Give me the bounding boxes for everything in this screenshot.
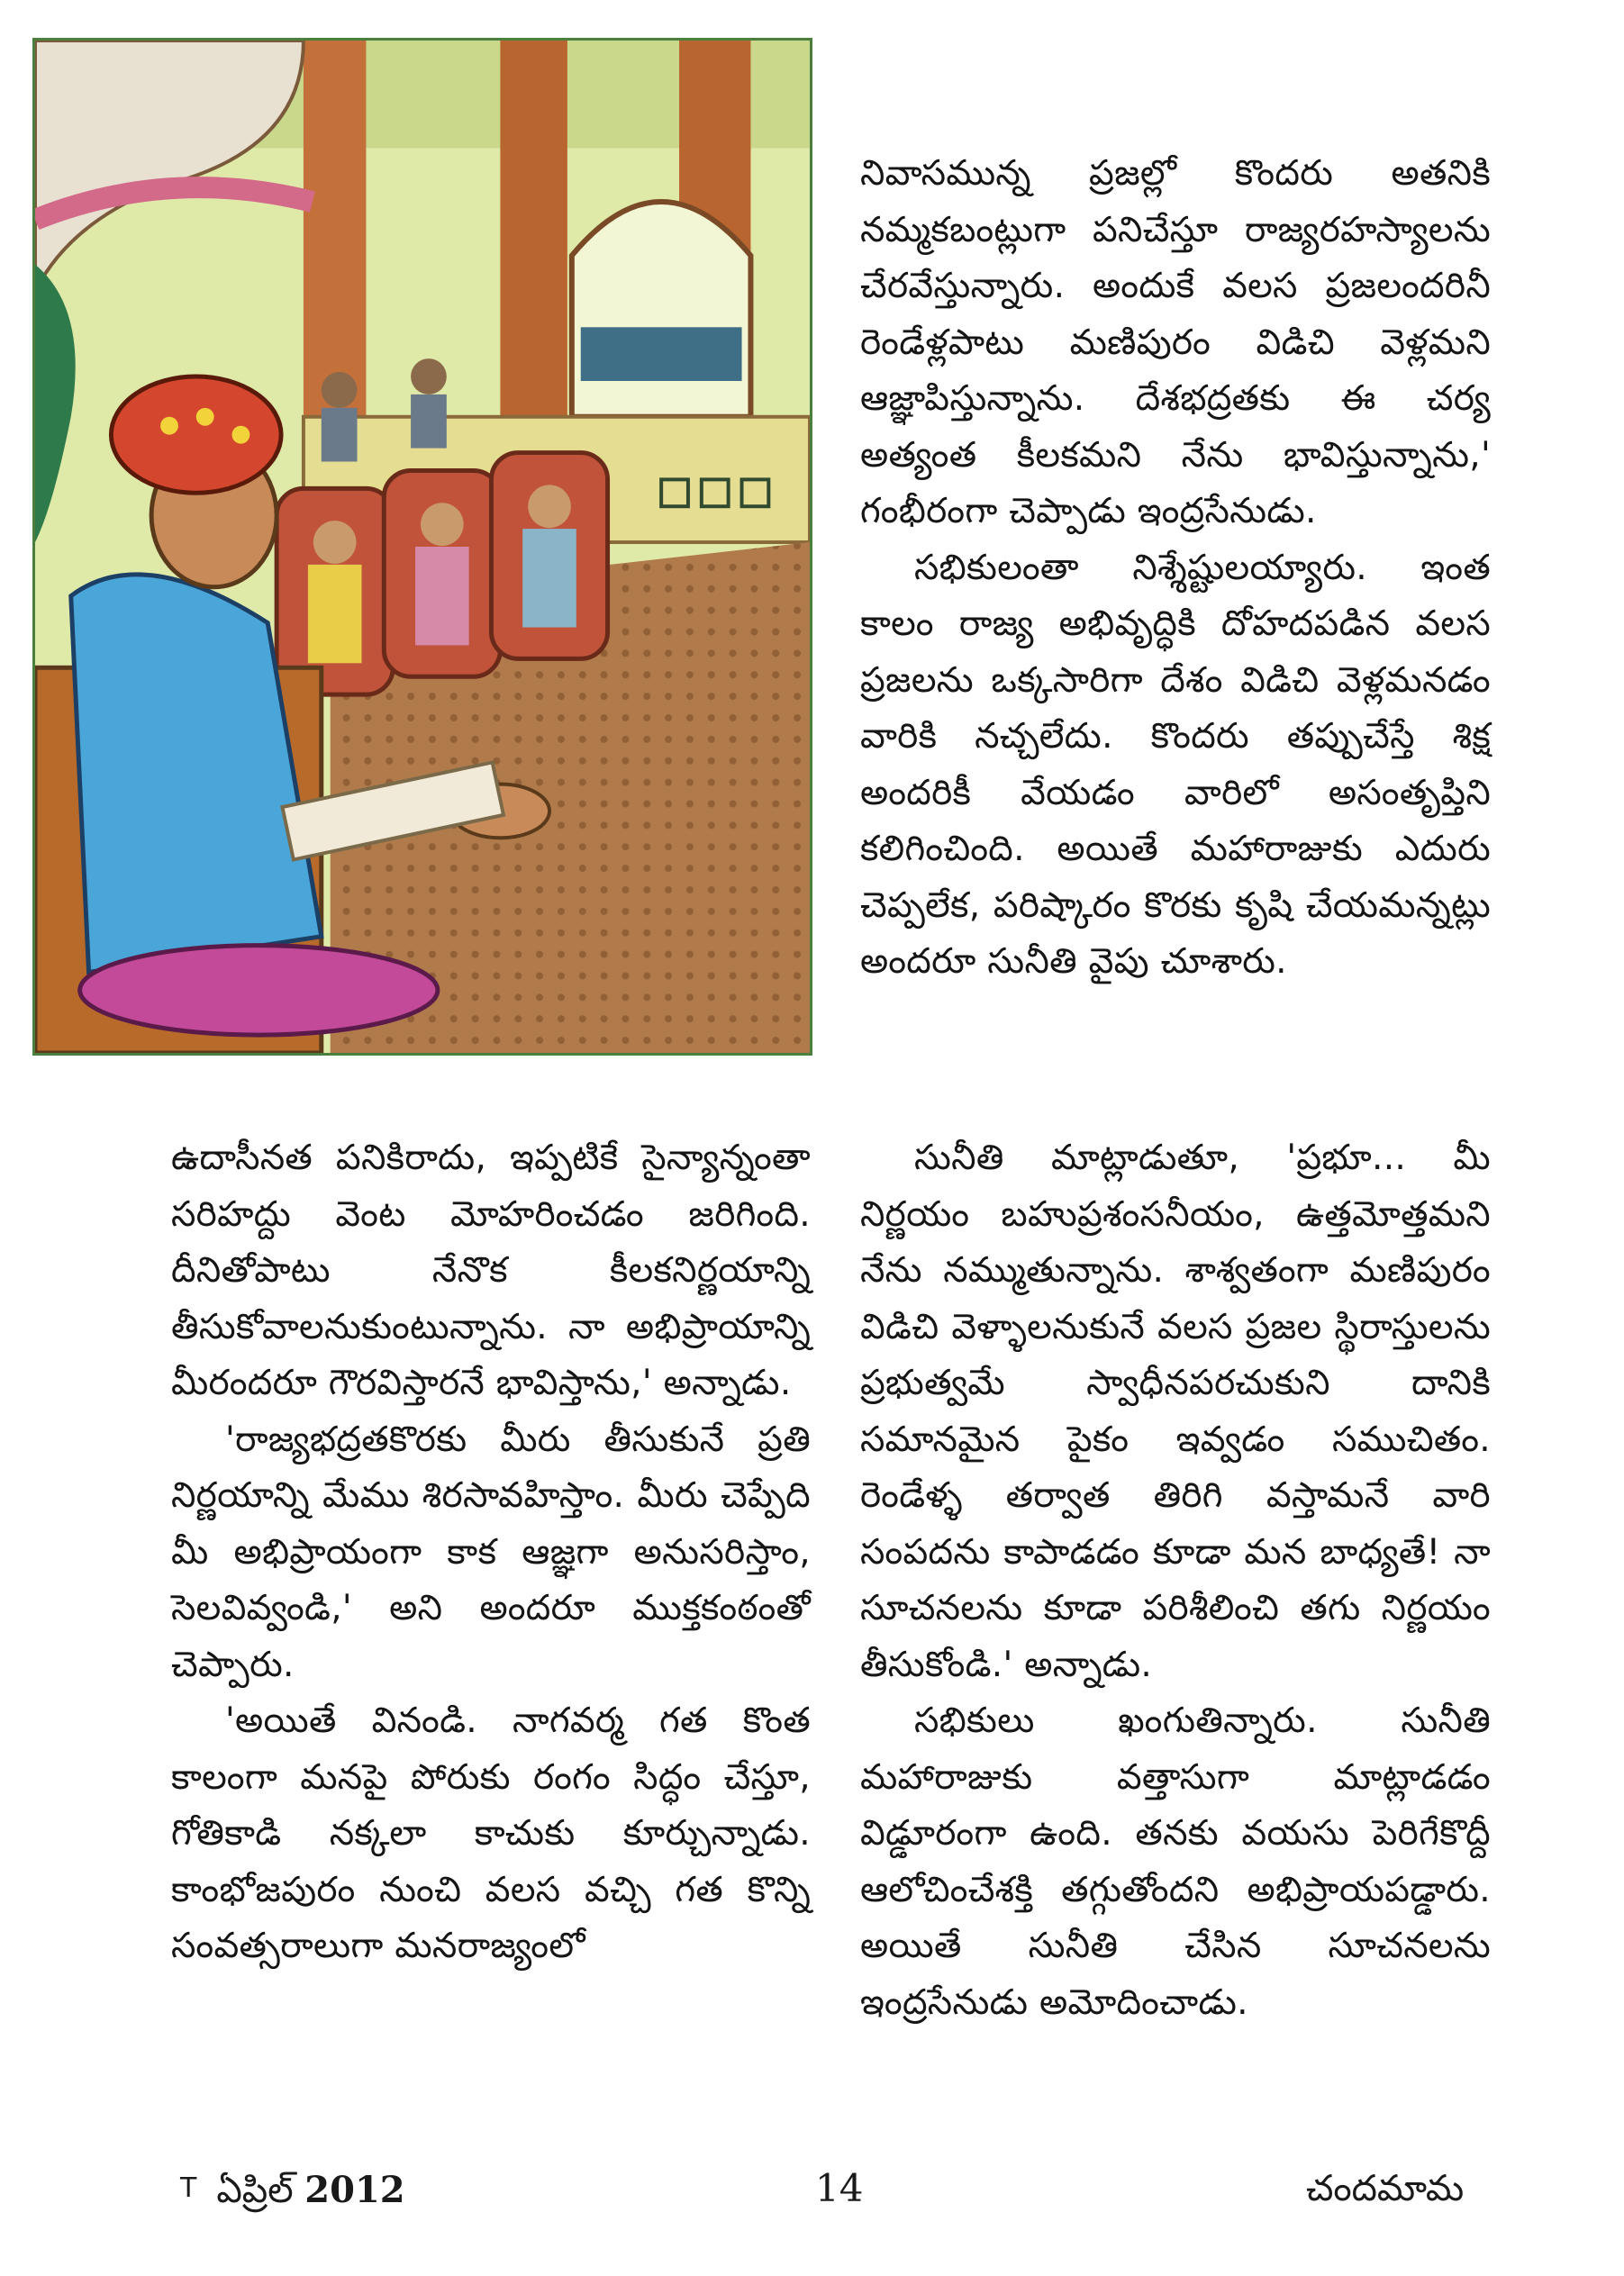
royal-court-illustration xyxy=(32,38,812,1056)
page-number: 14 xyxy=(815,2166,864,2210)
paragraph: ఉదాసీనత పనికిరాదు, ఇప్పటికే సైన్యాన్నంతా సరిహద్దు వెంట మోహరించడం జరిగింది. దీనితోపాటు నేనొక కీలకనిర్ణయాన్ని తీసుకోవాలనుకుంటున్నాను. నా అభిప్రాయాన్ని మీరందరూ గౌరవిస్తారనే భావిస్తాను,' అన్నాడు. xyxy=(171,1138,811,1403)
paragraph: 'అయితే వినండి. నాగవర్మ గత కొంత కాలంగా మనపై పోరుకు రంగం సిద్ధం చేస్తూ, గోతికాడి నక్కలా కాచుకు కూర్చున్నాడు. కాంభోజపురం నుంచి వలస వచ్చి గత కొన్ని సంవత్సరాలుగా మనరాజ్యంలో xyxy=(171,1700,811,1966)
paragraph: నివాసమున్న ప్రజల్లో కొందరు అతనికి నమ్మకబంట్లుగా పనిచేస్తూ రాజ్యరహస్యాలను చేరవేస్తున్నారు. అందుకే వలస ప్రజలందరినీ రెండేళ్లపాటు మణిపురం విడిచి వెళ్లమని ఆజ్ఞాపిస్తున్నాను. దేశభద్రతకు ఈ చర్య అత్యంత కీలకమని నేను భావిస్తున్నాను,' గంభీరంగా చెప్పాడు ఇంద్రసేనుడు. xyxy=(860,153,1491,531)
text-column-right-bottom xyxy=(860,1130,1491,2031)
paragraph: సభికులు ఖంగుతిన్నారు. సునీతి మహారాజుకు వత్తాసుగా మాట్లాడడం విడ్డూరంగా ఉంది. తనకు వయసు పెరిగేకొద్దీ ఆలోచించేశక్తి తగ్గుతోందని అభిప్రాయపడ్డారు. అయితే సునీతి చేసిన సూచనలను ఇంద్రసేనుడు అమోదించాడు. xyxy=(860,1700,1491,2023)
pillar-right xyxy=(500,41,567,426)
footer-month: ఏప్రిల్ xyxy=(216,2170,294,2211)
paragraph: సునీతి మాట్లాడుతూ, 'ప్రభూ... మీ నిర్ణయం బహుప్రశంసనీయం, ఉత్తమోత్తమని నేను నమ్ముతున్నాను. శాశ్వతంగా మణిపురం విడిచి వెళ్ళాలనుకునే వలస ప్రజల స్థిరాస్తులను ప్రభుత్వమే స్వాధీనపరచుకుని దానికి సమానమైన పైకం ఇవ్వడం సముచితం. రెండేళ్ళ తర్వాత తిరిగి వస్తామనే వారి సంపదను కాపాడడం కూడా మన బాధ్యతే! నా సూచనలను కూడా పరిశీలించి తగు నిర్ణయం తీసుకోండి.' అన్నాడు. xyxy=(860,1138,1491,1685)
magazine-name: చందమామ xyxy=(1306,2168,1465,2209)
paragraph: 'రాజ్యభద్రతకొరకు మీరు తీసుకునే ప్రతి నిర్ణయాన్ని మేము శిరసావహిస్తాం. మీరు చెప్పేది మీ అభిప్రాయంగా కాక ఆజ్ఞగా అనుసరిస్తాం, సెలవివ్వండి,' అని అందరూ ముక్తకంఠంతో చెప్పారు. xyxy=(171,1419,811,1685)
king-turban xyxy=(111,376,281,493)
text-column-right-top xyxy=(860,146,1491,991)
paragraph: సభికులంతా నిశ్శేష్టులయ్యారు. ఇంత కాలం రాజ్య అభివృద్ధికి దోహదపడిన వలస ప్రజలను ఒక్కసారిగా దేశం విడిచి వెళ్లమనడం వారికి నచ్చలేదు. కొందరు తప్పుచేస్తే శిక్ష అందరికీ వేయడం వారిలో అసంతృప్తిని కలిగించింది. అయితే మహారాజుకు ఎదురు చెప్పలేక, పరిష్కారం కొరకు కృషి చేయమన్నట్లు అందరూ సునీతి వైపు చూశారు. xyxy=(860,547,1491,982)
footer-mark: T xyxy=(180,2172,197,2204)
arch-window xyxy=(572,202,751,417)
text-column-left xyxy=(171,1130,811,1975)
footer-year: 2012 xyxy=(304,2169,405,2211)
footer-issue-date xyxy=(180,2166,405,2213)
